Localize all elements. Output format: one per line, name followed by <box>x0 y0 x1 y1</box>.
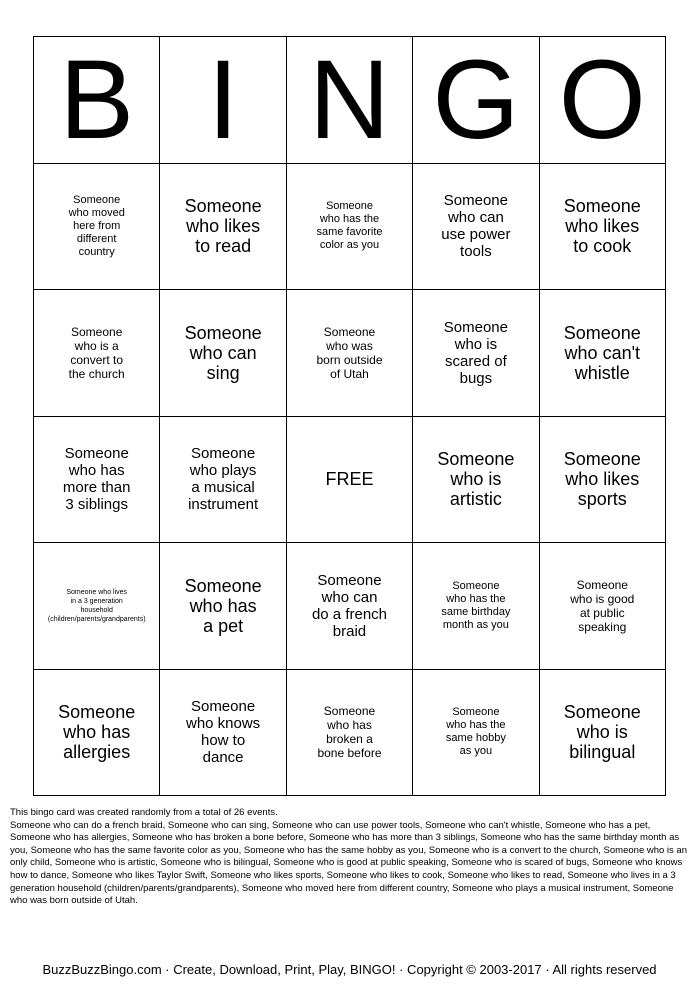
bingo-board <box>33 36 666 796</box>
bingo-cell-text: Someone who was born outside of Utah <box>316 324 383 381</box>
bingo-cell <box>160 290 286 417</box>
bingo-cell <box>34 290 160 417</box>
bingo-cell-text: Someone who has the same birthday month as you <box>441 579 511 631</box>
bingo-cell <box>540 543 666 670</box>
bingo-cell <box>34 670 160 797</box>
bingo-cell-text: Someone who lives in a 3 generation household (children/parents/grandparents) <box>47 588 146 623</box>
bingo-cell <box>34 417 160 544</box>
card-info-intro: This bingo card was created randomly from a total of 26 events. <box>10 807 278 818</box>
bingo-cell <box>287 417 413 544</box>
bingo-cell-text: Someone who likes sports <box>563 449 641 510</box>
bingo-cell-text: Someone who has broken a bone before <box>317 704 382 761</box>
card-info-events: Someone who can do a french braid, Someone who can sing, Someone who can use power tools, Someone who can't whistle, Someone who has a pet, Someone who has allergies, Someone who has broken a bone before, Someone who has more than 3 siblings, Someone who has the same birthday month as you, Someone who has the same favorite color as you, Someone who has the same hobby as you, Someone who is a convert to the church, Someone who is an only child, Someone who is artistic, Someone who is bilingual, Someone who is good at public speaking, Someone who is scared of bugs, Someone who knows how to dance, Someone who likes Taylor Swift, Someone who likes sports, Someone who likes to cook, Someone who likes to read, Someone who lives in a 3 generation household (children/parents/grandparents), Someone who moved here from different country, Someone who plays a musical instrument, Someone who was born outside of Utah. <box>10 819 688 907</box>
bingo-cell <box>160 164 286 291</box>
bingo-cell <box>540 290 666 417</box>
bingo-cell <box>413 290 539 417</box>
bingo-cell-text: Someone who has a pet <box>184 575 262 636</box>
bingo-cell-text: Someone who knows how to dance <box>185 698 261 767</box>
bingo-cell <box>160 543 286 670</box>
bingo-cell-text: Someone who likes to read <box>184 196 262 257</box>
bingo-cell-text: Someone who can use power tools <box>441 192 511 261</box>
bingo-cell <box>540 417 666 544</box>
bingo-cell <box>413 543 539 670</box>
bingo-cell <box>160 417 286 544</box>
bingo-cell-text: Someone who is scared of bugs <box>443 318 508 387</box>
header-letter-b: B <box>34 37 160 164</box>
header-letter-g: G <box>413 37 539 164</box>
bingo-cell-text: Someone who can sing <box>184 322 262 383</box>
bingo-cell <box>413 164 539 291</box>
bingo-cell <box>413 670 539 797</box>
card-info <box>10 807 690 908</box>
bingo-cell <box>287 543 413 670</box>
bingo-cell <box>34 164 160 291</box>
bingo-cell <box>287 164 413 291</box>
bingo-cell-text: Someone who has allergies <box>58 702 136 763</box>
bingo-cell <box>34 543 160 670</box>
bingo-cell-text: Someone who likes to cook <box>563 196 641 257</box>
header-letter-n: N <box>287 37 413 164</box>
bingo-cell-text: Someone who has the same hobby as you <box>445 706 506 758</box>
bingo-cell-text: Someone who is bilingual <box>563 702 641 763</box>
bingo-cell <box>540 670 666 797</box>
bingo-cell <box>540 164 666 291</box>
header-letter-o: O <box>540 37 666 164</box>
footer-copyright: BuzzBuzzBingo.com · Create, Download, Print, Play, BINGO! · Copyright © 2003-2017 · All rights reserved <box>42 962 657 977</box>
bingo-cell-text: Someone who is good at public speaking <box>570 577 635 634</box>
bingo-cell <box>413 417 539 544</box>
bingo-cell <box>287 290 413 417</box>
bingo-cell-text: FREE <box>325 469 374 490</box>
header-letter-i: I <box>160 37 286 164</box>
bingo-cell <box>287 670 413 797</box>
bingo-cell-text: Someone who has the same favorite color as you <box>316 200 383 252</box>
bingo-cell <box>160 670 286 797</box>
bingo-cell-text: Someone who has more than 3 siblings <box>62 445 131 514</box>
bingo-cell-text: Someone who is artistic <box>437 449 515 510</box>
bingo-cell-text: Someone who plays a musical instrument <box>188 445 259 514</box>
bingo-cell-text: Someone who can't whistle <box>563 322 641 383</box>
bingo-cell-text: Someone who can do a french braid <box>311 571 388 640</box>
bingo-cell-text: Someone who moved here from different country <box>68 193 125 258</box>
bingo-cell-text: Someone who is a convert to the church <box>68 324 125 381</box>
